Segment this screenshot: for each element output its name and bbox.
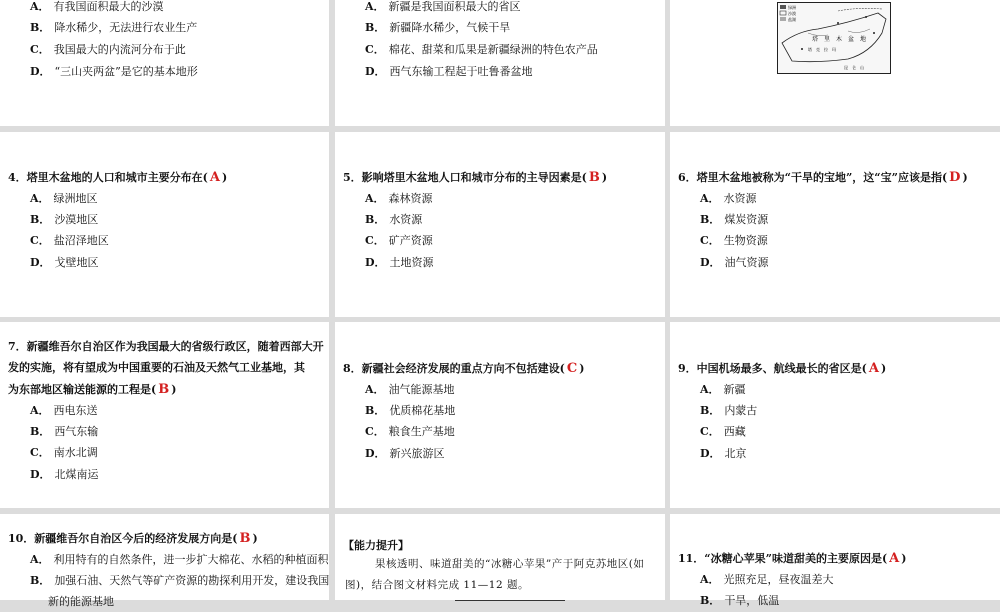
answer-mark: B	[158, 382, 170, 397]
option-d[interactable]: D． 北煤南运	[30, 468, 99, 481]
label-tarim-basin: 塔 里 木 盆 地	[812, 36, 867, 43]
answer-mark: B	[239, 531, 251, 546]
tarim-basin-map	[777, 2, 891, 74]
option-b[interactable]: B． 沙漠地区	[30, 213, 99, 226]
option-b[interactable]: B． 优质棉花基地	[365, 404, 456, 417]
section-heading: 【能力提升】	[343, 539, 409, 552]
panel-q11	[670, 514, 1000, 607]
panel-q6	[670, 132, 1000, 317]
option-b[interactable]: B． 降水稀少，无法进行农业生产	[30, 21, 198, 34]
option-b[interactable]: B． 干旱，低温	[700, 594, 780, 607]
option-c[interactable]: C． 生物资源	[700, 234, 768, 247]
question-stem: 11．“冰糖心苹果”味道甜美的主要原因是( A )	[678, 551, 907, 566]
option-b[interactable]: B． 煤炭资源	[700, 213, 769, 226]
option-c[interactable]: C． 棉花、甜菜和瓜果是新疆绿洲的特色农产品	[365, 43, 598, 56]
panel-row1-col2	[335, 0, 665, 126]
panel-q4	[0, 132, 329, 317]
question-stem-line3: 为东部地区输送能源的工程是( B )	[8, 382, 177, 397]
option-a[interactable]: A． 森林资源	[365, 192, 433, 205]
option-d[interactable]: D． 北京	[700, 447, 747, 460]
option-b-continued: 新的能源基地	[48, 595, 114, 608]
option-d[interactable]: D． “三山夹两盆”是它的基本地形	[30, 65, 198, 78]
panel-ability	[335, 514, 665, 600]
option-d[interactable]: D． 新兴旅游区	[365, 447, 445, 460]
option-a[interactable]: A． 利用特有的自然条件，进一步扩大棉花、水稻的种植面积	[30, 553, 329, 566]
panel-row1-col1	[0, 0, 329, 126]
option-a[interactable]: A． 新疆是我国面积最大的省区	[365, 0, 521, 13]
panel-row1-col3	[670, 0, 1000, 126]
answer-mark: A	[209, 170, 220, 185]
legend-oasis: 绿洲	[788, 5, 796, 10]
option-b[interactable]: B． 水资源	[365, 213, 423, 226]
option-b[interactable]: B． 加强石油、天然气等矿产资源的勘探利用开发，建设我国	[30, 574, 330, 587]
panel-q7	[0, 322, 329, 508]
map-drawing	[778, 3, 890, 73]
question-stem-line2: 发的实施，将有望成为中国重要的石油及天然气工业基地，其	[8, 361, 305, 374]
panel-q10	[0, 514, 330, 608]
panel-q5	[335, 132, 665, 317]
legend-desert: 沙漠	[788, 11, 796, 16]
option-c[interactable]: C． 南水北调	[30, 446, 98, 459]
option-b[interactable]: B． 新疆降水稀少，气候干旱	[365, 21, 511, 34]
option-b[interactable]: B． 内蒙古	[700, 404, 758, 417]
option-c[interactable]: C． 我国最大的内流河分布于此	[30, 43, 186, 56]
label-taklamakan: 塔 克 拉 玛	[808, 47, 836, 52]
option-a[interactable]: A． 绿洲地区	[30, 192, 98, 205]
answer-mark: C	[566, 361, 578, 376]
question-stem: 6．塔里木盆地被称为“干旱的宝地”，这“宝”应该是指( D )	[678, 170, 968, 185]
option-a[interactable]: A． 西电东送	[30, 404, 98, 417]
question-stem-line1: 7．新疆维吾尔自治区作为我国最大的省级行政区，随着西部大开	[8, 340, 324, 353]
answer-mark: A	[889, 551, 900, 566]
option-a[interactable]: A． 有我国面积最大的沙漠	[30, 0, 164, 13]
option-b[interactable]: B． 西气东输	[30, 425, 99, 438]
option-c[interactable]: C． 盐沼泽地区	[30, 234, 109, 247]
option-a[interactable]: A． 光照充足，昼夜温差大	[700, 573, 834, 586]
question-stem: 5．影响塔里木盆地人口和城市分布的主导因素是( B )	[343, 170, 608, 185]
figure-top-edge	[455, 600, 565, 601]
question-stem: 4．塔里木盆地的人口和城市主要分布在( A )	[8, 170, 228, 185]
question-stem: 10．新疆维吾尔自治区今后的经济发展方向是( B )	[8, 531, 258, 546]
panel-q9	[670, 322, 1000, 508]
panel-q8	[335, 322, 665, 508]
option-a[interactable]: A． 新疆	[700, 383, 746, 396]
answer-mark: B	[588, 170, 600, 185]
option-d[interactable]: D． 土地资源	[365, 256, 434, 269]
answer-mark: A	[868, 361, 879, 376]
option-a[interactable]: A． 油气能源基地	[365, 383, 455, 396]
option-d[interactable]: D． 西气东输工程起于吐鲁番盆地	[365, 65, 533, 78]
ability-text-line2: 图)，结合图文材料完成 11—12 题。	[345, 579, 529, 591]
option-d[interactable]: D． 油气资源	[700, 256, 769, 269]
legend-salt-lake: 盐湖	[788, 17, 796, 22]
option-d[interactable]: D． 戈壁地区	[30, 256, 99, 269]
question-stem: 8．新疆社会经济发展的重点方向不包括建设( C )	[343, 361, 585, 376]
ability-text-line1: 果核透明、味道甜美的“冰糖心苹果”产于阿克苏地区(如	[375, 558, 645, 570]
option-c[interactable]: C． 西藏	[700, 425, 746, 438]
answer-mark: D	[949, 170, 961, 185]
option-c[interactable]: C． 粮食生产基地	[365, 425, 455, 438]
label-kunlun: 昆 仑 山	[844, 65, 864, 70]
question-stem: 9．中国机场最多、航线最长的省区是( A )	[678, 361, 887, 376]
option-a[interactable]: A． 水资源	[700, 192, 757, 205]
option-c[interactable]: C． 矿产资源	[365, 234, 433, 247]
